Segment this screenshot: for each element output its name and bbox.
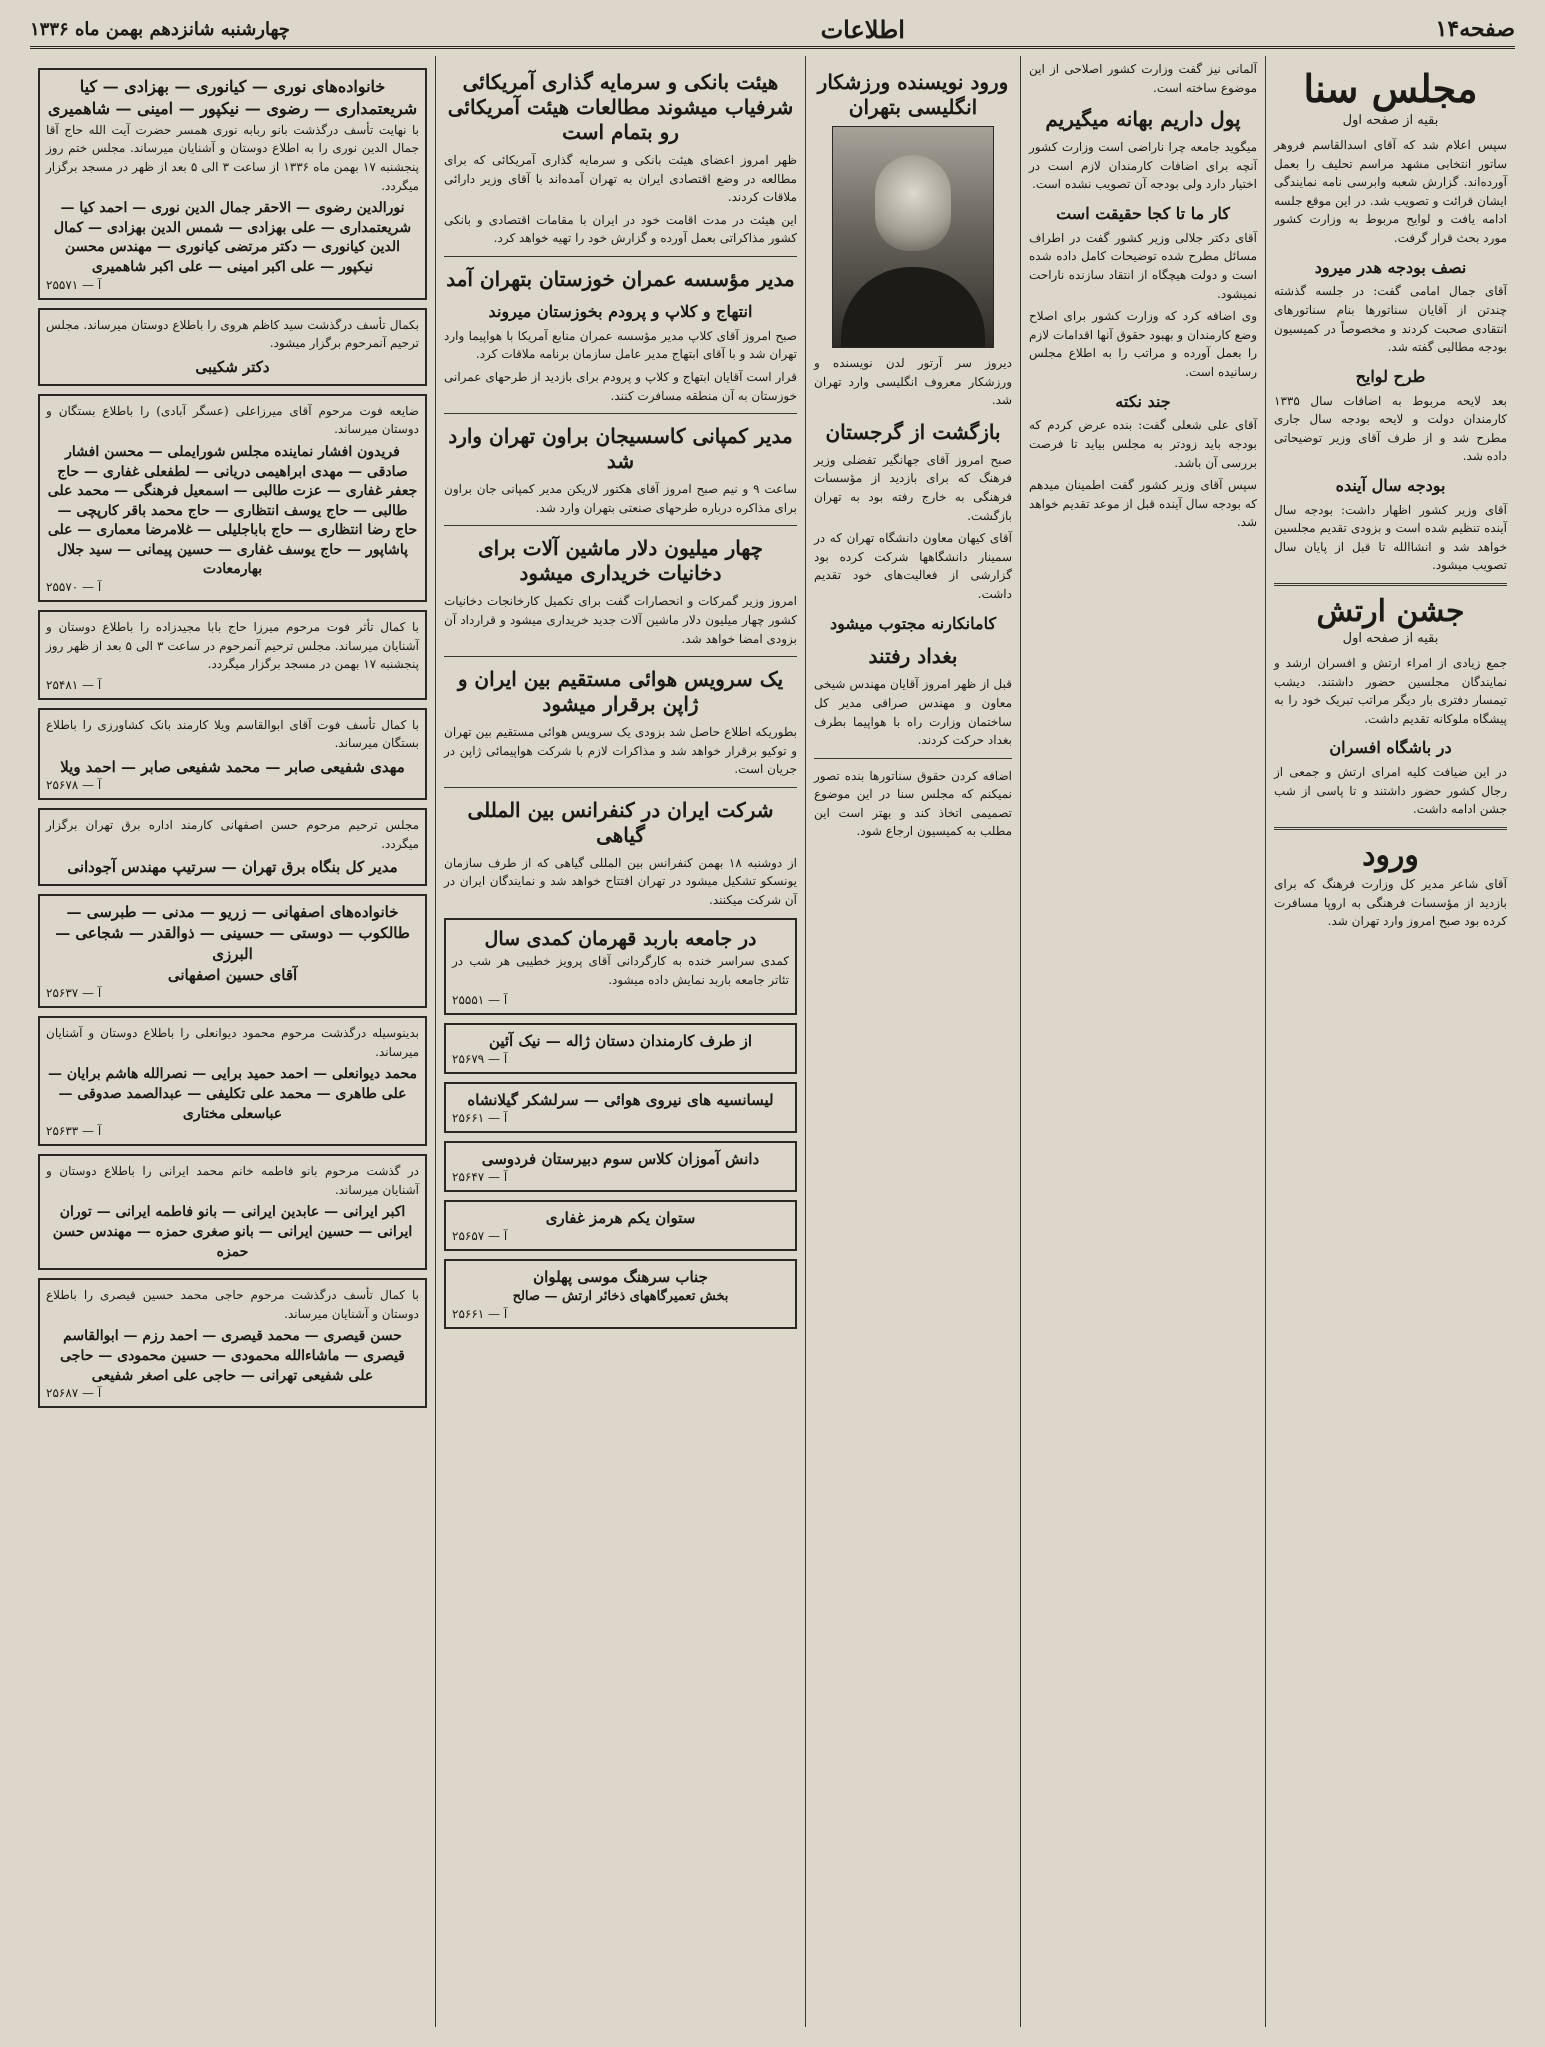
news-headline: یک سرویس هوائی مستقیم بین ایران و ژاپن برقرار میشود xyxy=(457,667,784,717)
army-headline: جشن ارتش xyxy=(1316,594,1465,630)
article-text: ظهر امروز اعضای هیئت بانکی و سرمایه گذاری آمریکائی که برای مطالعه در وضع اقتصادی ایران به تهران آمده‌اند با آقای وزیر دارائی ملاقات کردند. xyxy=(444,153,797,205)
notice-box xyxy=(444,1141,797,1192)
obituary-text: با نهایت تأسف درگذشت بانو ربابه نوری همسر حضرت آیت الله حاج آقا جمال الدین نوری را به اطلاع دوستان و آشنایان میرساند. مجلس ختم روز پنجشنبه ۱۷ بهمن ماه ۱۳۳۶ از ساعت ۳ الی ۵ بعد از ظهر در مسجد برگزار میگردد. xyxy=(46,122,420,193)
divider xyxy=(444,656,797,657)
article-text: آقای شاعر مدیر کل وزارت فرهنگ که برای بازدید از مؤسسات فرهنگی به اروپا مسافرت کرده بود صبح امروز وارد تهران شد. xyxy=(1274,877,1507,929)
article-text: صبح امروز آقای کلاپ مدیر مؤسسه عمران منابع آمریکا با هواپیما وارد تهران شد و با آقای ابتهاج مدیر عامل سازمان برنامه ملاقات کرد. xyxy=(444,328,797,362)
divider xyxy=(444,787,797,788)
divider xyxy=(444,256,797,257)
portrait-face xyxy=(875,155,951,251)
obituary-text: با کمال تأثر فوت مرحوم میرزا حاج بابا مجیدزاده را باطلاع دوستان و آشنایان میرساند. مجلس ترحیم آنمرحوم در ساعت ۳ الی ۵ بعد از ظهر روز پنجشنبه ۱۷ بهمن در مسجد برگزار میگردد. xyxy=(46,620,420,672)
article-text: آقای جمال امامی گفت: در جلسه گذشته چندتن از آقایان سناتورها بنام سناتورهای انتقادی صحبت کردند و مخصوصاً در کمیسیون بودجه مطالبی گفته شد. xyxy=(1274,284,1507,355)
writer-arrival-headline: ورود نویسنده ورزشکار انگلیسی بتهران xyxy=(817,70,1009,119)
article-text: امروز وزیر گمرکات و انحصارات گفت برای تکمیل کارخانجات دخانیات کشور چهار میلیون دلار ماشین آلات جدید خریداری میشود و قرارداد آن بزودی امضا خواهد شد. xyxy=(444,594,797,646)
obituary-text: با کمال تأسف درگذشت مرحوم حاجی محمد حسین قیصری را باطلاع دوستان و آشنایان میرساند. xyxy=(46,1288,419,1321)
column-three xyxy=(805,56,1020,2027)
notice-title: دانش آموزان کلاس سوم دبیرستان فردوسی xyxy=(481,1150,760,1169)
notice-reference: آ — ۲۵۶۴۷ xyxy=(452,1170,508,1185)
obituary-notice xyxy=(38,394,427,602)
news-subheadline: انتهاج و کلاپ و پرودم بخوزستان میروند xyxy=(488,301,753,321)
obituary-reference: آ — ۲۵۵۷۰ xyxy=(46,580,102,595)
news-headline: چهار میلیون دلار ماشین آلات برای دخانیات خریداری میشود xyxy=(478,536,763,586)
portrait-shoulders xyxy=(841,267,985,347)
obituary-notice xyxy=(38,808,427,886)
notice-box xyxy=(444,1023,797,1074)
advertisement-box xyxy=(444,918,797,1016)
article-text: ساعت ۹ و نیم صبح امروز آقای هکتور لاریکن مدیر کمپانی جان براون برای مذاکره درباره طرحهای صنعتی بتهران وارد شد. xyxy=(444,482,798,515)
section-heading: جند نکته xyxy=(1115,391,1171,411)
article-text: اضافه کردن حقوق سناتورها بنده تصور نمیکنم که مجلس سنا در این موضوع تصمیمی اتخاذ کند و بهتر است این مطلب به کمیسیون ارجاع شود. xyxy=(814,768,1012,839)
article-text: در این ضیافت کلیه امرای ارتش و جمعی از رجال کشور حضور داشتند و تا پاسی از شب جشن ادامه داشت. xyxy=(1274,765,1507,817)
divider xyxy=(1274,583,1507,586)
column-news xyxy=(435,56,805,2027)
news-headline: هیئت بانکی و سرمایه گذاری آمریکائی شرفیاب میشوند مطالعات هیئت آمریکائی رو بتمام است xyxy=(447,70,794,144)
article-text: آقای دکتر جلالی وزیر کشور گفت در اطراف مسائل مطرح شده توضیحات کامل داده شده است و دولت هیچگاه از انتقاد سازنده ناراحت نمیشود. xyxy=(1029,230,1257,301)
section-heading: بودجه سال آینده xyxy=(1335,475,1446,495)
divider xyxy=(1274,827,1507,830)
obituary-notice xyxy=(38,1016,427,1146)
divider xyxy=(814,758,1012,759)
obituary-families: خانواده‌های نوری — کیانوری — بهزادی — کیا شریعتمداری — رضوی — نیکپور — امینی — شاهمیری xyxy=(47,77,418,119)
article-text: جمع زیادی از امراء ارتش و افسران ارشد و نمایندگان مجلسین حضور داشتند. دیشب تیمسار دفتری بار دیگر مراتب تبریک خود را به پیشگاه ملوکانه تقدیم داشت. xyxy=(1274,656,1507,726)
continued-note: بقیه از صفحه اول xyxy=(1342,631,1439,647)
obituary-notice xyxy=(38,308,427,386)
obituary-notice xyxy=(38,1278,427,1408)
section-heading: در باشگاه افسران xyxy=(1329,738,1452,758)
article-text: وی اضافه کرد که وزارت کشور برای اصلاح وضع کارمندان و بهبود حقوق آنها اقدامات لازم را بعمل آورده و مراتب را به اطلاع مجلس رسانیده است. xyxy=(1029,309,1257,379)
obituary-signatories: فریدون افشار نماینده مجلس شورایملی — محسن افشار صادقی — مهدی ابراهیمی دریانی — لطفعلی غفاری — حاج جعفر غفاری — عزت طالبی — اسمعیل فرهنگی — محمد علی طالبی — حاج یوسف انتظاری — حاج محمد باقر کارپچی — حاج رضا انتظاری — حاج باباجلیلی — غلامرضا معماری — علی پاشاپور — حاج یوسف غفاری — حسین پیمانی — سید جلال بهارمعادت xyxy=(47,443,418,578)
notice-reference: آ — ۲۵۶۶۱ xyxy=(452,1306,508,1321)
column-senate xyxy=(1265,56,1515,2027)
article-text: میگوید جامعه چرا ناراضی است وزارت کشور آنچه برای اضافات کارمندان لازم است در اختیار دارد ولی بودجه آن تصویب نشده است. xyxy=(1029,140,1257,192)
divider xyxy=(444,413,797,414)
ad-text: کمدی سراسر خنده به کارگردانی آقای پرویز خطیبی هر شب در تئاتر جامعه باربد نمایش داده میشود. xyxy=(452,954,789,987)
section-heading: پول داریم بهانه میگیریم xyxy=(1045,107,1241,132)
obituary-text: ضایعه فوت مرحوم آقای میرزاعلی (عسگر آبادی) را باطلاع بستگان و دوستان میرساند. xyxy=(46,403,419,437)
issue-date: چهارشنبه شانزدهم بهمن ماه ۱۳۳۶ xyxy=(30,18,290,40)
notice-reference: آ — ۲۵۶۶۱ xyxy=(452,1111,508,1126)
article-text: بعد لایحه مربوط به اضافات سال ۱۳۳۵ کارمندان دولت و لایحه بودجه سال جاری مطرح شد و از طرف آقای وزیر توضیحاتی داده شد. xyxy=(1274,393,1507,464)
obituary-notice xyxy=(38,610,427,700)
obituary-reference: آ — ۲۵۶۳۳ xyxy=(46,1124,102,1139)
obituary-reference: آ — ۲۵۵۷۱ xyxy=(46,277,102,292)
article-text: صبح امروز آقای جهانگیر تفضلی وزیر فرهنگ که برای بازدید از مؤسسات فرهنگی به خارج رفته بود به تهران بازگشت. xyxy=(814,452,1012,523)
obituary-families: خانواده‌های اصفهانی — زریو — مدنی — طبرسی — طالکوب — دوستی — حسینی — ذوالقدر — شجاعی — البرزی xyxy=(55,903,410,964)
notice-reference: آ — ۲۵۶۷۹ xyxy=(452,1052,508,1067)
obituary-notice xyxy=(38,68,427,300)
obituary-reference: آ — ۲۵۴۸۱ xyxy=(46,677,102,692)
obituary-signatories: مدیر کل بنگاه برق تهران — سرتیپ مهندس آجودانی xyxy=(67,858,398,877)
notice-subtitle: بخش تعمیرگاههای ذخائر ارتش — صالح xyxy=(512,1289,729,1305)
ad-title: در جامعه باربد قهرمان کمدی سال xyxy=(484,927,757,950)
column-two xyxy=(1020,56,1265,2027)
obituary-text: با کمال تأسف فوت آقای ابوالقاسم ویلا کارمند بانک کشاورزی را باطلاع بستگان میرساند. xyxy=(46,717,419,751)
article-text: آقای علی شعلی گفت: بنده عرض کردم که بودجه باید زودتر به مجلس بیاید تا فرصت بررسی آن باشد. xyxy=(1029,418,1257,470)
column-obituaries xyxy=(30,56,435,2027)
photo-caption: دیروز سر آرتور لدن نویسنده و ورزشکار معروف انگلیسی وارد تهران شد. xyxy=(814,356,1012,408)
newspaper-name: اطلاعات xyxy=(820,14,905,44)
obituary-signatories: مهدی شفیعی صابر — محمد شفیعی صابر — احمد ویلا xyxy=(60,758,405,777)
obituary-notice xyxy=(38,1154,427,1270)
article-text: بطوریکه اطلاع حاصل شد بزودی یک سرویس هوائی مستقیم بین تهران و توکیو برقرار خواهد شد و مذاکرات لازم با شرکت هواپیمائی ژاپن در جریان است. xyxy=(444,725,797,777)
article-text: آقای وزیر کشور اظهار داشت: بودجه سال آینده تنظیم شده است و بزودی تقدیم مجلسین خواهد شد و انشاالله تا قبل از پایان سال تصویب میشود. xyxy=(1274,502,1507,573)
portrait-photo xyxy=(832,126,994,348)
section-heading: بغداد رفتند xyxy=(868,644,958,669)
obituary-text: مجلس ترحیم مرحوم حسن اصفهانی کارمند اداره برق تهران برگزار میگردد. xyxy=(46,818,419,851)
obituary-signatories: حسن قیصری — محمد قیصری — احمد رزم — ابوالقاسم قیصری — ماشاءالله محمودی — حسین محمودی — حاجی علی شفیعی تهرانی — حاجی علی اصغر شفیعی xyxy=(60,1328,405,1384)
article-text: از دوشنبه ۱۸ بهمن کنفرانس بین المللی گیاهی که از طرف سازمان یونسکو تشکیل میشود در تهران افتتاح خواهد شد و نمایندگان ایران در آن شرکت میکنند. xyxy=(444,855,797,908)
obituary-signatories: محمد دیوانعلی — احمد حمید برایی — نصرالله هاشم برایان — علی طاهری — محمد علی تکلیفی — عبدالصمد صدوقی — عباسعلی مختاری xyxy=(47,1066,418,1122)
divider xyxy=(444,525,797,526)
article-text: سپس اعلام شد که آقای اسدالقاسم فروهر ساتور انتخابی مشهد مراسم تحلیف را بعمل آورده‌اند. گزارش شعبه وابرسی نامه نمایندگی ایشان قرائت و تصویب شد. در این موقع جلسه ادامه یافت و لوایح مربوط به وزارت کشور مورد بحث قرار گرفت. xyxy=(1274,138,1507,245)
columns xyxy=(30,56,1515,2027)
section-heading: نصف بودجه هدر میرود xyxy=(1314,257,1467,277)
obituary-notice xyxy=(38,708,427,800)
obituary-signatory: آقای حسین اصفهانی xyxy=(167,966,298,985)
section-heading: کار ما تا کجا حقیقت است xyxy=(1056,203,1230,223)
obituary-signatories: اکبر ایرانی — عابدین ایرانی — بانو فاطمه ایرانی — توران ایرانی — حسین ایرانی — بانو صغری حمزه — مهندس حسن حمزه xyxy=(52,1204,413,1260)
notice-title: لیسانسیه های نیروی هوائی — سرلشکر گیلانشاه xyxy=(467,1091,774,1110)
notice-reference: آ — ۲۵۶۵۷ xyxy=(452,1229,508,1244)
article-text: آقای کیهان معاون دانشگاه تهران که در سمینار دانشگاهها شرکت کرده بود گزارشی از فعالیت‌های خود تقدیم داشت. xyxy=(814,531,1012,601)
article-text: سپس آقای وزیر کشور گفت اطمینان میدهم که بودجه سال آینده قبل از موعد تقدیم خواهد شد. xyxy=(1029,478,1257,530)
news-headline: مدیر مؤسسه عمران خوزستان بتهران آمد xyxy=(446,266,795,291)
obituary-text: بکمال تأسف درگذشت سید کاظم هروی را باطلاع دوستان میرساند. مجلس ترحیم آنمرحوم برگزار میشود. xyxy=(46,317,419,351)
notice-box xyxy=(444,1200,797,1251)
news-headline: مدیر کمپانی کاسسیجان براون تهران وارد شد xyxy=(448,424,793,474)
article-text: قرار است آقایان ابتهاج و کلاپ و پرودم برای بازدید از طرحهای عمرانی خوزستان به آن منطقه مسافرت کنند. xyxy=(444,369,797,403)
obituary-notice xyxy=(38,894,427,1008)
obituary-signatory: دکتر شکیبی xyxy=(195,357,270,376)
news-headline: شرکت ایران در کنفرانس بین المللی گیاهی xyxy=(467,797,774,847)
article-text: این هیئت در مدت اقامت خود در ایران با مقامات اقتصادی و بانکی کشور مذاکراتی بعمل آورده و گزارش خود را تهیه خواهد کرد. xyxy=(444,212,797,246)
notice-title: جناب سرهنگ موسی پهلوان xyxy=(533,1268,708,1287)
continued-note: بقیه از صفحه اول xyxy=(1342,113,1439,128)
obituary-reference: آ — ۲۵۶۸۷ xyxy=(46,1386,102,1401)
arrival-headline: ورود xyxy=(1362,838,1419,874)
notice-title: ستوان یکم هرمز غفاری xyxy=(545,1209,696,1228)
article-text: آلمانی نیز گفت وزارت کشور اصلاحی از این موضوع ساخته است. xyxy=(1029,62,1257,95)
obituary-text: در گذشت مرحوم بانو فاطمه خانم محمد ایرانی را باطلاع دوستان و آشنایان میرساند. xyxy=(46,1164,419,1197)
notice-box xyxy=(444,1082,797,1133)
article-text: قبل از ظهر امروز آقایان مهندس شیخی معاون و مهندس صرافی مدیر کل ساختمان وزارت راه با هواپیما بطرف بغداد حرکت کردند. xyxy=(814,677,1012,748)
obituary-text: بدینوسیله درگذشت مرحوم محمود دیوانعلی را باطلاع دوستان و آشنایان میرساند. xyxy=(46,1026,419,1059)
section-heading: کامانکارنه مجتوب میشود xyxy=(829,613,997,633)
obituary-reference: آ — ۲۵۶۷۸ xyxy=(46,778,102,793)
obituary-reference: آ — ۲۵۶۳۷ xyxy=(46,986,102,1001)
section-heading: طرح لوایح xyxy=(1355,366,1426,386)
section-heading: بازگشت از گرجستان xyxy=(825,419,1001,444)
masthead xyxy=(30,12,1515,49)
senate-headline: مجلس سنا xyxy=(1303,66,1478,111)
page-number: صفحه۱۴ xyxy=(1435,16,1515,42)
obituary-signatories: نورالدین رضوی — الاحقر جمال الدین نوری — احمد کیا — شریعتمداری — علی بهزادی — شمس الدین بهزادی — کمال الدین کیانوری — دکتر مرتضی کیانوری — مهندس محسن نیکپور — علی اکبر امینی — علی اکبر شاهمیری xyxy=(53,200,412,275)
notice-title: از طرف کارمندان دستان ژاله — نیک آئین xyxy=(488,1032,753,1051)
ad-reference: آ — ۲۵۵۵۱ xyxy=(452,993,508,1008)
notice-box xyxy=(444,1259,797,1328)
